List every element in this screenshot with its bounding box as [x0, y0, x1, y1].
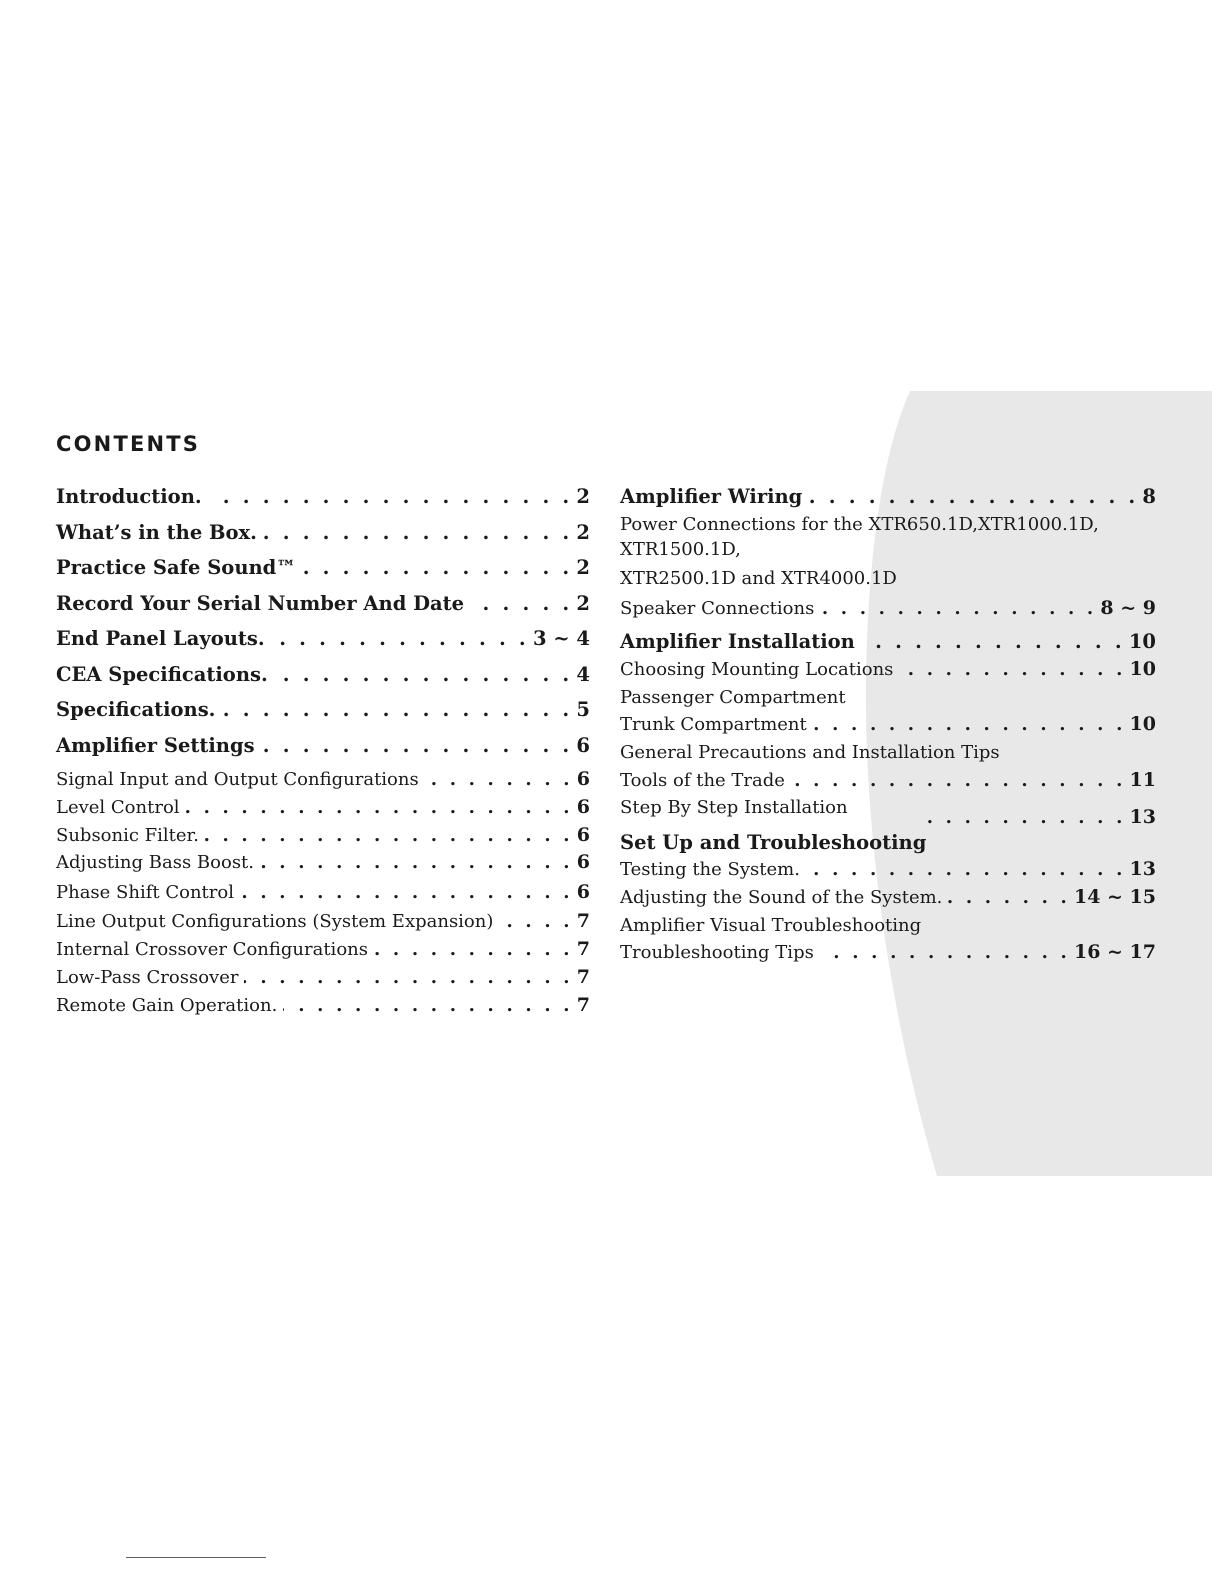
toc-subentry-text[interactable]: XTR1500.1D,: [620, 539, 741, 560]
toc-entry-label: Tools of the Trade: [620, 769, 785, 791]
toc-subentry[interactable]: [56, 766, 590, 794]
toc-left-column: [56, 482, 590, 1019]
leader-dots: [283, 992, 572, 1020]
toc-entry-page: 7: [576, 910, 590, 933]
toc-entry-label: Troubleshooting Tips: [620, 941, 814, 963]
toc-subentry[interactable]: [620, 711, 1156, 739]
toc-entry-page: 3 ~ 4: [532, 627, 590, 650]
leader-dots: [186, 794, 573, 822]
leader-dots: [244, 964, 572, 992]
leader-dots: [470, 589, 572, 619]
toc-entry-page: 7: [576, 993, 590, 1016]
toc-entry[interactable]: [56, 660, 590, 696]
leader-dots: [263, 518, 572, 548]
toc-subentry[interactable]: [56, 849, 590, 877]
toc-entry-label: What’s in the Box.: [56, 520, 257, 544]
toc-subentry[interactable]: [56, 936, 590, 964]
toc-entry-page: 2: [576, 520, 590, 544]
toc-entry-label: Introduction.: [56, 485, 202, 508]
toc-entry-label: Amplifier Wiring: [620, 485, 803, 508]
leader-dots: [948, 884, 1070, 912]
toc-entry[interactable]: [56, 731, 590, 767]
leader-dots: [208, 482, 573, 512]
toc-entry-label: Practice Safe Sound™: [56, 556, 296, 579]
toc-entry-page: 11: [1129, 768, 1156, 791]
toc-entry-page: 13: [1129, 806, 1156, 829]
toc-entry-label: Low-Pass Crossover: [56, 966, 239, 988]
toc-entry[interactable]: [620, 627, 1156, 656]
toc-entry-label: End Panel Layouts.: [56, 627, 265, 650]
toc-subentry[interactable]: [620, 656, 1156, 684]
toc-entry-page: 4: [576, 662, 590, 686]
toc-entry-label: Adjusting Bass Boost.: [56, 852, 255, 874]
toc-subentry[interactable]: [620, 767, 1156, 795]
toc-entry-label: Line Output Configurations (System Expansion): [56, 911, 494, 933]
toc-entry-page: 6: [576, 733, 590, 757]
toc-entry-label: Trunk Compartment: [620, 713, 807, 735]
toc-entry[interactable]: [56, 589, 590, 625]
toc-entry[interactable]: [56, 482, 590, 518]
leader-dots: [808, 482, 1138, 512]
toc-entry[interactable]: [56, 518, 590, 554]
leader-dots: [261, 731, 573, 761]
leader-dots: [806, 856, 1126, 884]
toc-entry-page: 2: [576, 591, 590, 615]
toc-entry-page: 6: [576, 851, 590, 874]
toc-entry-page: 16 ~ 17: [1073, 940, 1156, 963]
footer-rule: [126, 1557, 266, 1558]
toc-subentry-text[interactable]: General Precautions and Installation Tips: [620, 741, 1000, 763]
toc-entry-label: Remote Gain Operation.: [56, 994, 278, 1016]
toc-entry-label: Speaker Connections: [620, 598, 815, 619]
leader-dots: [820, 939, 1070, 967]
toc-subentry[interactable]: [620, 939, 1156, 967]
leader-dots: [899, 656, 1125, 684]
toc-subentry[interactable]: [56, 992, 590, 1020]
toc-entry-page: 8 ~ 9: [1100, 597, 1156, 619]
toc-subentry-text[interactable]: XTR2500.1D and XTR4000.1D: [620, 568, 897, 589]
toc-subentry-text[interactable]: Power Connections for the XTR650.1D,XTR1000.1D,: [620, 514, 1099, 535]
toc-entry-label: Step By Step Installation: [620, 797, 848, 819]
leader-dots: [274, 660, 573, 690]
toc-entry-label: Record Your Serial Number And Date: [56, 591, 465, 615]
toc-entry-label: Subsonic Filter.: [56, 824, 199, 846]
toc-entry-label: Amplifier Installation: [620, 630, 855, 653]
leader-dots: [425, 766, 573, 794]
toc-entry[interactable]: [56, 695, 590, 731]
toc-entry-page: 8: [1142, 485, 1156, 508]
toc-subentry[interactable]: [620, 884, 1156, 912]
toc-entry-label: Phase Shift Control: [56, 882, 234, 904]
toc-section-heading[interactable]: Set Up and Troubleshooting: [620, 831, 927, 855]
toc-subentry[interactable]: [56, 794, 590, 822]
toc-entry-label: CEA Specifications.: [56, 662, 268, 686]
toc-entry[interactable]: [56, 624, 590, 660]
toc-subentry[interactable]: [620, 593, 1156, 627]
toc-subentry[interactable]: [56, 964, 590, 992]
toc-entry-page: 6: [576, 768, 590, 790]
leader-dots: [861, 627, 1125, 656]
toc-entry-page: 10: [1128, 630, 1156, 653]
toc-entry-page: 6: [576, 795, 590, 818]
leader-dots: [813, 711, 1126, 739]
toc-entry-page: 14 ~ 15: [1073, 886, 1156, 909]
toc-entry-label: Adjusting the Sound of the System.: [620, 887, 943, 909]
toc-subentry[interactable]: [56, 908, 590, 936]
toc-entry-page: 6: [576, 881, 590, 904]
toc-entry-page: 13: [1129, 858, 1156, 881]
leader-dots: [499, 908, 572, 936]
toc-entry-page: 6: [576, 823, 590, 846]
toc-entry[interactable]: [56, 553, 590, 589]
toc-subentry[interactable]: [56, 822, 590, 850]
toc-entry-label: Amplifier Settings: [56, 733, 255, 757]
toc-entry-label: Signal Input and Output Configurations: [56, 769, 419, 790]
toc-subentry[interactable]: [56, 877, 590, 908]
toc-subentry-text[interactable]: Passenger Compartment: [620, 686, 846, 708]
toc-entry-page: 2: [576, 556, 590, 579]
toc-right-column: [620, 482, 1156, 967]
toc-entry-page: 10: [1129, 658, 1156, 680]
toc-entry-page: 10: [1129, 712, 1156, 735]
leader-dots: [271, 624, 529, 654]
toc-entry-page: 5: [576, 698, 590, 721]
leader-dots: [240, 877, 573, 908]
toc-entry-page: 7: [576, 937, 590, 960]
toc-entry-label: Testing the System.: [620, 859, 800, 881]
leader-dots: [221, 695, 572, 725]
toc-entry-leader: [916, 804, 1156, 832]
toc-entry-label: Level Control: [56, 796, 180, 818]
toc-entry-label: Choosing Mounting Locations: [620, 659, 894, 680]
leader-dots: [205, 822, 573, 850]
toc-entry-label: Specifications.: [56, 698, 216, 721]
toc-entry[interactable]: [620, 482, 1156, 512]
toc-entry-page: 7: [576, 965, 590, 988]
leader-dots: [374, 936, 573, 964]
leader-dots: [916, 804, 1126, 832]
toc-entry-page: 2: [576, 485, 590, 508]
leader-dots: [820, 594, 1096, 624]
leader-dots: [302, 553, 573, 583]
toc-subentry-text[interactable]: Amplifier Visual Troubleshooting: [620, 914, 922, 936]
leader-dots: [791, 767, 1126, 795]
toc-subentry[interactable]: [620, 856, 1156, 884]
toc-subentry[interactable]: [620, 794, 1156, 830]
page-title: CONTENTS: [56, 432, 201, 456]
leader-dots: [260, 849, 573, 877]
toc-entry-label: Internal Crossover Configurations: [56, 938, 368, 960]
